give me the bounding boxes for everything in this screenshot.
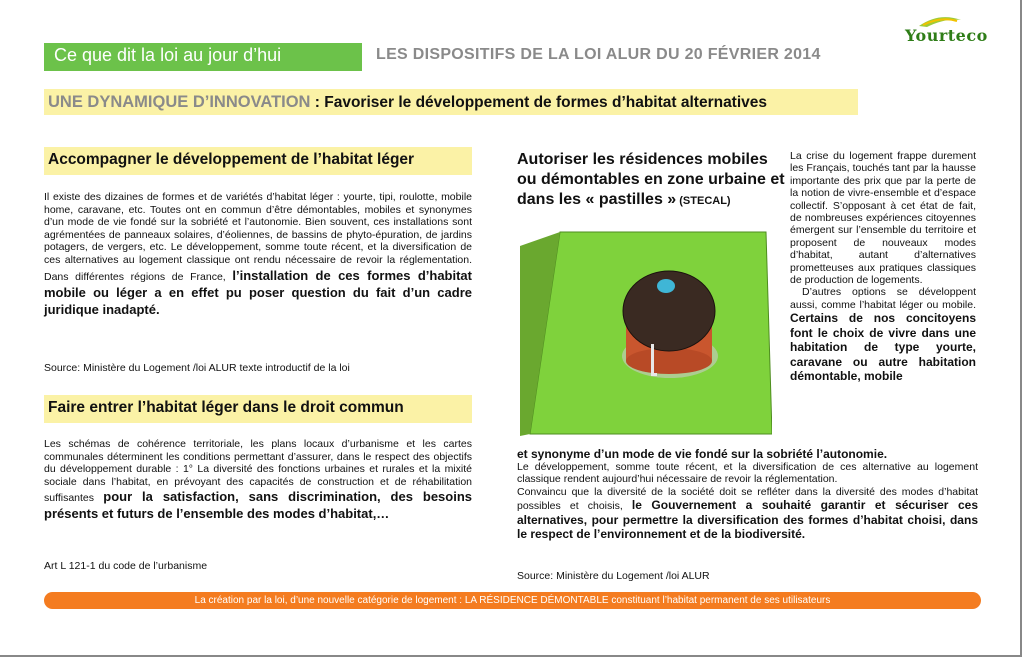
paragraph-bold: Certains de nos concitoyens font le choix de vivre dans une habitation de type yourte, caravane ou autre habitation démontable, mobile	[790, 311, 976, 383]
paragraph-text: Convaincu que la diversité de la société doit se refléter dans la diversité des modes d’habitat possibles et choisis,	[517, 485, 978, 513]
section-tag: Ce que dit la loi au jour d’hui	[44, 43, 362, 71]
right-bottom-text	[517, 447, 978, 541]
innovation-banner	[44, 89, 858, 115]
yurt-illustration	[520, 226, 772, 436]
paragraph-gouvernement	[517, 486, 978, 542]
logo-text: Yourteco	[905, 26, 988, 45]
right-column-text	[790, 150, 976, 383]
paragraph-developpement: Le développement, somme toute récent, et la diversification de ces alternative au logement classique rendent aujourd’hui nécessaire de revoir la réglementation.	[517, 461, 978, 486]
paragraph-bold: le Gouvernement a souhaité garantir et sécuriser ces alternatives, pour permettre la diversification des formes d’habitat choisi, dans le respect de l’environnement et de la biodiversité.	[517, 498, 978, 542]
source-3: Source: Ministère du Logement /loi ALUR	[517, 570, 710, 582]
heading-small: (STECAL)	[676, 195, 731, 207]
heading-residences-mobiles	[517, 150, 785, 211]
paragraph-crise: La crise du logement frappe durement les Français, touchés tant par la hausse importante des prix que par la perte de la notion de vivre-ensemble et d’espace collectif. S’opposant à cet état de fait, de nombreuses expériences citoyennes émergent sur l’ensemble du territoire et proposent de nouveaux modes d’habitat, autant d’alternatives prometteuses aux pratiques classiques de production de logements.	[790, 150, 976, 287]
paragraph-bold: l’installation de ces formes d’habitat mobile ou léger a en effet pu poser question du fait d’un cadre juridique inadapté.	[44, 267, 472, 317]
paragraph-sobriete: et synonyme d’un mode de vie fondé sur la sobriété l’autonomie.	[517, 447, 888, 461]
paragraph-text: D’autres options se développent aussi, comme l’habitat léger ou mobile.	[790, 286, 976, 311]
paragraph-text: Les schémas de cohérence territoriale, les plans locaux d’urbanisme et les cartes communales déterminent les conditions permettant d’assurer, dans le respect des objectifs du développement durable : 1° La diversité des fonctions urbaines et rurales et la mixité sociale dans l’habitat, en prévoyant des capacités de construction et de réhabilitation suffisantes	[44, 438, 472, 505]
banner-lead: UNE DYNAMIQUE D’INNOVATION	[48, 93, 311, 111]
paragraph-options	[790, 286, 976, 383]
heading-droit-commun: Faire entrer l’habitat léger dans le droit commun	[44, 395, 472, 423]
heading-text: Autoriser les résidences mobiles ou démontables en zone urbaine et dans les « pastilles »	[517, 151, 785, 208]
paragraph-droit-commun	[44, 438, 472, 522]
banner-text: : Favoriser le développement de formes d’habitat alternatives	[310, 94, 768, 111]
paragraph-bold: pour la satisfaction, sans discrimination, des besoins présents et futurs de l’ensemble des modes d’habitat,…	[44, 489, 473, 522]
heading-habitat-leger: Accompagner le développement de l’habitat léger	[44, 147, 472, 175]
yourteco-logo	[905, 12, 1005, 46]
paragraph-text: Il existe des dizaines de formes et de variétés d’habitat léger : yourte, tipi, roulotte, mobile home, caravane, etc. Toutes ont en commun d’être démontables, mobiles et synonymes d’un mode de vie fondé sur la sobriété et l’autonomie. Bien souvent, ces installations sont agrémentées de panneaux solaires, d’éoliennes, de bassins de phyto-épuration, de jardins potagers, de vergers, etc. Le développement, somme toute récent, et la diversification de ces alternatives au logement classique ont rendu nécessaire de revoir la réglementation. Dans différentes régions de France,	[44, 191, 472, 283]
page-title: LES DISPOSITIFS DE LA LOI ALUR DU 20 FÉVRIER 2014	[376, 46, 821, 63]
source-2: Art L 121-1 du code de l’urbanisme	[44, 560, 208, 572]
footer-banner: La création par la loi, d’une nouvelle catégorie de logement : LA RÉSIDENCE DÉMONTABLE constituant l’habitat permanent de ses utilisateurs	[44, 592, 981, 609]
paragraph-habitat-leger	[44, 191, 472, 318]
source-1: Source: Ministère du Logement /loi ALUR texte introductif de la loi	[44, 362, 350, 374]
